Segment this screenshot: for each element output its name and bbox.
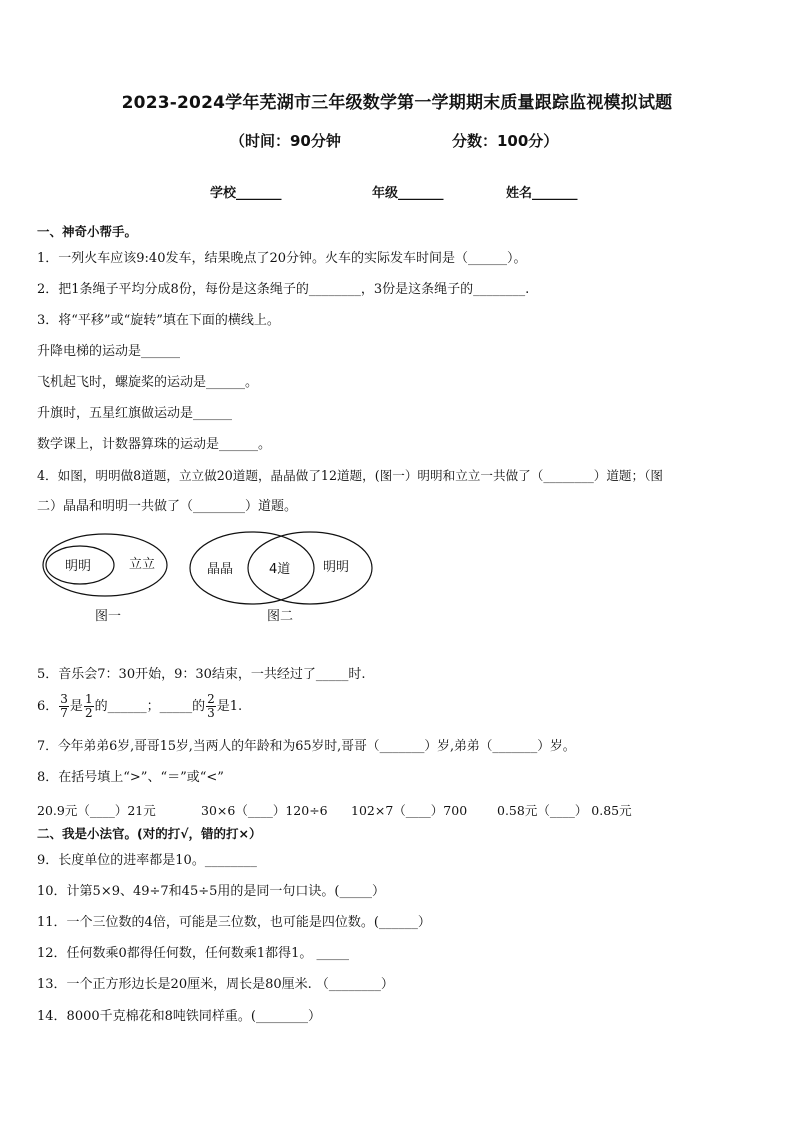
figure-two-right-ellipse <box>248 532 372 604</box>
question-10: 10．计第5×9、49÷7和45÷5用的是同一句口诀。(_____） <box>37 884 385 899</box>
grade-field: 年级_______ <box>372 186 444 201</box>
figure-one-caption: 图一 <box>95 609 122 624</box>
question-12: 12．任何数乘0都得任何数，任何数乘1都得1。 _____ <box>37 946 349 961</box>
question-1: 1．一列火车应该9:40发车，结果晚点了20分钟。火车的实际发车时间是（______）。 <box>37 251 527 266</box>
figure-two-label-mingming: 明明 <box>323 560 350 575</box>
name-field: 姓名_______ <box>506 186 578 201</box>
fraction-numerator: 2 <box>207 692 215 706</box>
question-5: 5．音乐会7：30开始，9：30结束，一共经过了_____时. <box>37 667 366 682</box>
question-9: 9．长度单位的进率都是10。________ <box>37 853 257 868</box>
question-8: 8．在括号填上“>”、“＝”或“<” <box>37 770 224 785</box>
question-7: 7．今年弟弟6岁,哥哥15岁,当两人的年龄和为65岁时,哥哥（_______）岁,弟弟（_______）岁。 <box>37 739 576 754</box>
figure-one-label-lili: 立立 <box>129 557 156 572</box>
figure-two-label-jingjing: 晶晶 <box>207 562 234 577</box>
question-3-item-b: 飞机起飞时，螺旋桨的运动是______。 <box>37 375 259 390</box>
compare-item-4: 0.58元（____） 0.85元 <box>497 803 632 818</box>
section-heading-2: 二、我是小法官。(对的打√，错的打×） <box>37 826 262 841</box>
question-6-prefix: 6． <box>37 699 59 714</box>
figure-two-caption: 图二 <box>267 609 294 624</box>
fraction-2-3 <box>206 693 216 720</box>
exam-score: 分数：100分） <box>452 132 559 150</box>
question-2: 2．把1条绳子平均分成8份，每份是这条绳子的________，3份是这条绳子的________. <box>37 282 530 297</box>
figure-one-label-mingming: 明明 <box>65 559 92 574</box>
fraction-denominator: 3 <box>207 706 215 720</box>
question-14: 14．8000千克棉花和8吨铁同样重。(________） <box>37 1009 321 1024</box>
fraction-numerator: 3 <box>60 692 68 706</box>
fraction-1-2 <box>84 693 94 720</box>
exam-time: （时间：90分钟 <box>230 132 341 150</box>
question-4-line-1: 4．如图，明明做8道题，立立做20道题，晶晶做了12道题，(图一）明明和立立一共做了（________）道题；（图 <box>37 468 664 483</box>
figure-two <box>190 532 372 624</box>
question-3: 3．将“平移”或“旋转”填在下面的横线上。 <box>37 313 280 328</box>
fraction-3-7 <box>59 693 69 720</box>
venn-diagrams <box>0 520 794 630</box>
fraction-denominator: 7 <box>60 706 68 720</box>
compare-item-1: 20.9元（____）21元 <box>37 803 156 818</box>
question-6 <box>37 692 242 722</box>
question-13: 13．一个正方形边长是20厘米，周长是80厘米. （________） <box>37 977 394 992</box>
question-3-item-a: 升降电梯的运动是______ <box>37 344 181 359</box>
school-field: 学校_______ <box>210 186 282 201</box>
fraction-denominator: 2 <box>84 706 93 720</box>
question-6-text: 的______；_____的 <box>94 699 206 714</box>
question-3-item-c: 升旗时，五星红旗做运动是______ <box>37 406 233 421</box>
question-3-item-d: 数学课上，计数器算珠的运动是______。 <box>37 437 272 452</box>
question-11: 11．一个三位数的4倍，可能是三位数，也可能是四位数。(______） <box>37 915 431 930</box>
question-6-text: 是1. <box>216 699 243 714</box>
question-6-text: 是 <box>69 699 83 714</box>
question-4-line-2: 二）晶晶和明明一共做了（________）道题。 <box>37 499 298 514</box>
compare-item-3: 102×7（____）700 <box>351 803 468 818</box>
section-heading-1: 一、神奇小帮手。 <box>37 224 138 239</box>
figure-one <box>43 534 167 624</box>
fraction-numerator: 1 <box>84 692 93 706</box>
compare-item-2: 30×6（____）120÷6 <box>201 803 328 818</box>
page-title: 2023-2024学年芜湖市三年级数学第一学期期末质量跟踪监视模拟试题 <box>121 93 673 113</box>
figure-two-label-overlap: 4道 <box>269 562 291 577</box>
